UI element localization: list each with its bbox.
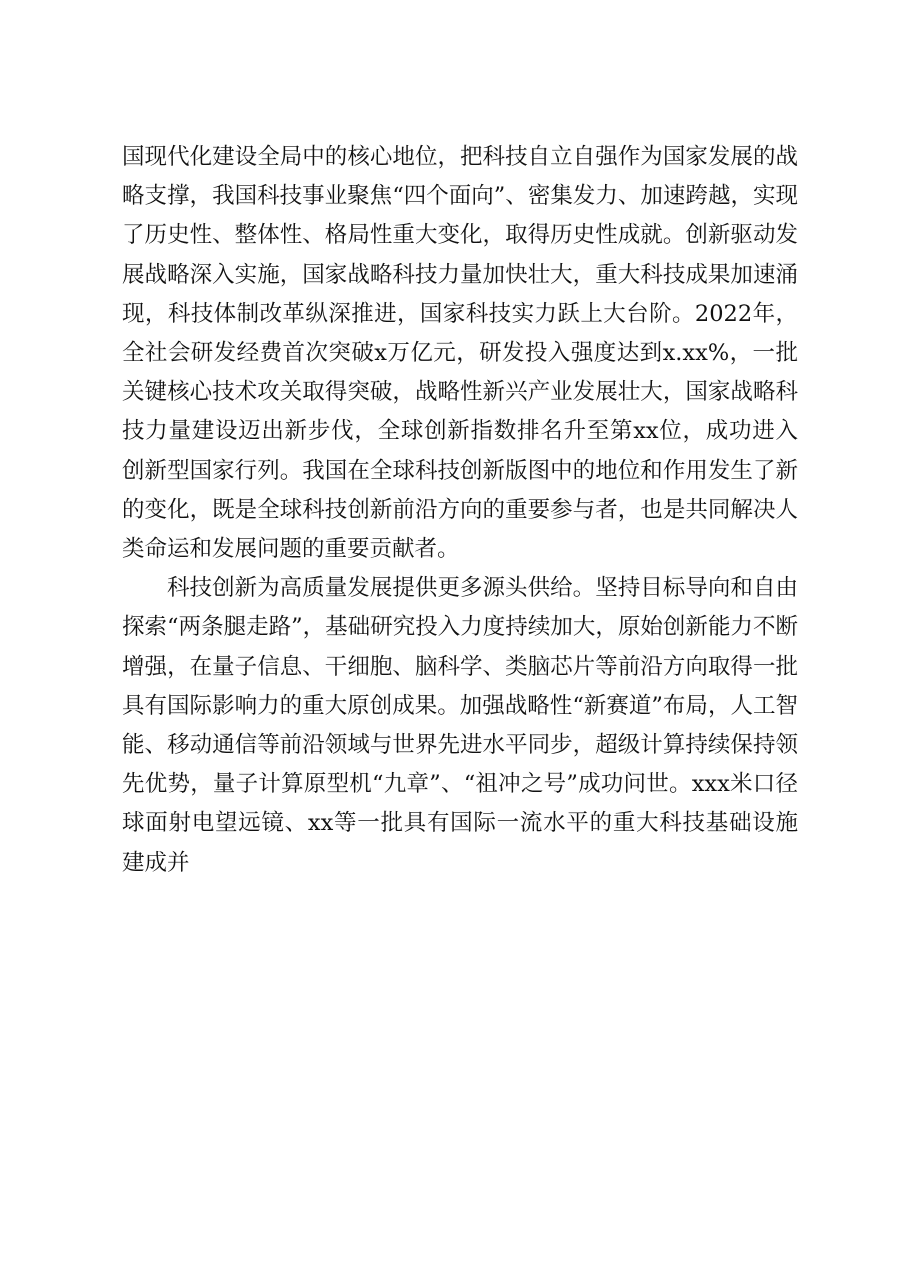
- paragraph-2: 科技创新为高质量发展提供更多源头供给。坚持目标导向和自由探索“两条腿走路”，基础研究投入力度持续加大，原始创新能力不断增强，在量子信息、干细胞、脑科学、类脑芯片等前沿方向取得一批具有国际影响力的重大原创成果。加强战略性“新赛道”布局，人工智能、移动通信等前沿领域与世界先进水平同步，超级计算持续保持领先优势，量子计算原型机“九章”、“祖冲之号”成功问世。xxx米口径球面射电望远镜、xx等一批具有国际一流水平的重大科技基础设施建成并: [122, 575, 798, 876]
- paragraph-1: 国现代化建设全局中的核心地位，把科技自立自强作为国家发展的战略支撑，我国科技事业聚焦“四个面向”、密集发力、加速跨越，实现了历史性、整体性、格局性重大变化，取得历史性成就。创新驱动发展战略深入实施，国家战略科技力量加快壮大，重大科技成果加速涌现，科技体制改革纵深推进，国家科技实力跃上大台阶。2022年，全社会研发经费首次突破x万亿元，研发投入强度达到x.xx%，一批关键核心技术攻关取得突破，战略性新兴产业发展壮大，国家战略科技力量建设迈出新步伐，全球创新指数排名升至第xx位，成功进入创新型国家行列。我国在全球科技创新版图中的地位和作用发生了新的变化，既是全球科技创新前沿方向的重要参与者，也是共同解决人类命运和发展问题的重要贡献者。: [122, 144, 798, 563]
- body-text: [122, 138, 798, 883]
